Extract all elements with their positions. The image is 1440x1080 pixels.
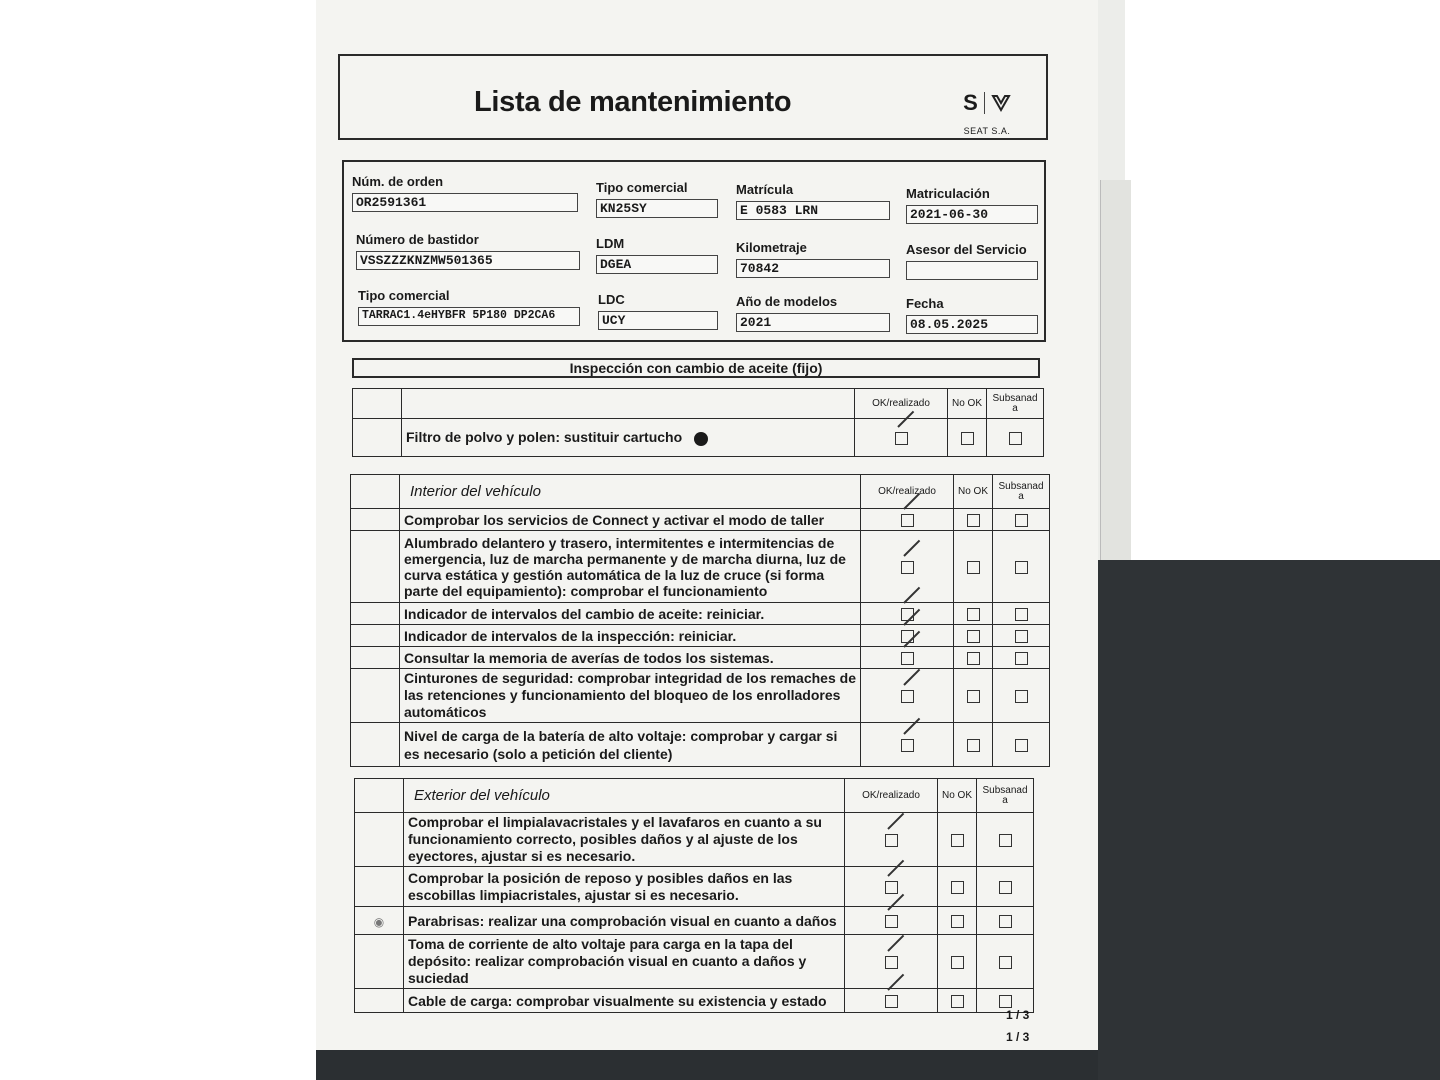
maintenance-sheet bbox=[316, 0, 1098, 1050]
ok-checkbox[interactable] bbox=[885, 956, 898, 969]
no-ok-checkbox[interactable] bbox=[967, 561, 980, 574]
table-row bbox=[351, 509, 1050, 531]
checklist-oil-change bbox=[352, 388, 1044, 457]
field-num-orden: Núm. de orden OR2591361 bbox=[352, 174, 578, 212]
subsanada-checkbox[interactable] bbox=[999, 834, 1012, 847]
item-text: Filtro de polvo y polen: sustituir cartucho bbox=[406, 429, 683, 446]
ok-checkbox[interactable] bbox=[901, 561, 914, 574]
fecha-value: 08.05.2025 bbox=[906, 315, 1038, 334]
ok-checkbox[interactable] bbox=[885, 915, 898, 928]
ok-checkbox[interactable] bbox=[895, 432, 908, 445]
ldc-value: UCY bbox=[598, 311, 718, 330]
col-sub-header: Subsanad a bbox=[987, 389, 1044, 419]
table-row bbox=[355, 989, 1034, 1013]
no-ok-checkbox[interactable] bbox=[951, 834, 964, 847]
field-ldc: LDC UCY bbox=[598, 292, 718, 330]
item-text: Parabrisas: realizar una comprobación visual en cuanto a daños bbox=[404, 907, 845, 935]
item-text: Toma de corriente de alto voltaje para carga en la tapa del depósito: realizar comprobación visual en cuanto a daños y suciedad bbox=[404, 935, 845, 989]
matricula-value: E 0583 LRN bbox=[736, 201, 890, 220]
anio-value: 2021 bbox=[736, 313, 890, 332]
ok-checkbox[interactable] bbox=[901, 739, 914, 752]
field-matriculacion: Matriculación 2021-06-30 bbox=[906, 186, 1038, 224]
item-text: Comprobar la posición de reposo y posibles daños en las escobillas limpiacristales, ajustar si es necesario. bbox=[404, 867, 845, 907]
ldm-value: DGEA bbox=[596, 255, 718, 274]
no-ok-checkbox[interactable] bbox=[967, 652, 980, 665]
subsanada-checkbox[interactable] bbox=[1015, 514, 1028, 527]
interior-title: Interior del vehículo bbox=[400, 475, 861, 509]
table-row bbox=[351, 603, 1050, 625]
section-title: Inspección con cambio de aceite (fijo) bbox=[352, 358, 1040, 378]
item-text: Comprobar el limpialavacristales y el lavafaros en cuanto a su funcionamiento correcto, posibles daños y al ajuste de los eyectores, ajustar si es necesario. bbox=[404, 813, 845, 867]
table-row bbox=[355, 813, 1034, 867]
item-text: Comprobar los servicios de Connect y activar el modo de taller bbox=[400, 509, 861, 531]
background-sheet-2 bbox=[1100, 180, 1131, 600]
subsanada-checkbox[interactable] bbox=[999, 956, 1012, 969]
ok-checkbox[interactable] bbox=[885, 881, 898, 894]
title-box bbox=[338, 54, 1048, 140]
marker-dot-icon bbox=[694, 432, 708, 446]
col-ok-header: OK/realizado bbox=[855, 389, 948, 419]
table-row bbox=[353, 419, 1044, 457]
ok-checkbox[interactable] bbox=[885, 834, 898, 847]
item-text: Cinturones de seguridad: comprobar integridad de los remaches de las retenciones y funcionamiento del bloqueo de los enrolladores automáticos bbox=[400, 669, 861, 723]
field-matricula: Matrícula E 0583 LRN bbox=[736, 182, 890, 220]
subsanada-checkbox[interactable] bbox=[1015, 630, 1028, 643]
item-text: Indicador de intervalos del cambio de aceite: reiniciar. bbox=[400, 603, 861, 625]
item-text: Cable de carga: comprobar visualmente su existencia y estado bbox=[404, 989, 845, 1013]
ok-checkbox[interactable] bbox=[885, 995, 898, 1008]
no-ok-checkbox[interactable] bbox=[967, 630, 980, 643]
item-text: Alumbrado delantero y trasero, intermitentes e intermitencias de emergencia, luz de marcha permanente y de marcha diurna, luz de curva estática y gestión automática de la luz de cruce (si forma parte del equipamiento): comprobar el funcionamiento bbox=[400, 531, 861, 603]
bastidor-value: VSSZZZKNZMW501365 bbox=[356, 251, 580, 270]
seat-logo bbox=[952, 90, 1022, 136]
field-bastidor: Número de bastidor VSSZZZKNZMW501365 bbox=[356, 232, 580, 270]
no-ok-checkbox[interactable] bbox=[961, 432, 974, 445]
tipo-comercial-2-value: TARRAC1.4eHYBFR 5P180 DP2CA6 bbox=[358, 307, 580, 326]
field-tipo-comercial: Tipo comercial KN25SY bbox=[596, 180, 718, 218]
item-text: Consultar la memoria de averías de todos los sistemas. bbox=[400, 647, 861, 669]
photo-background bbox=[1098, 560, 1440, 1080]
no-ok-checkbox[interactable] bbox=[967, 690, 980, 703]
subsanada-checkbox[interactable] bbox=[1015, 739, 1028, 752]
no-ok-checkbox[interactable] bbox=[951, 956, 964, 969]
ok-checkbox[interactable] bbox=[901, 652, 914, 665]
table-row bbox=[351, 647, 1050, 669]
table-row bbox=[355, 867, 1034, 907]
subsanada-checkbox[interactable] bbox=[1015, 652, 1028, 665]
col-nok-header: No OK bbox=[948, 389, 987, 419]
table-row bbox=[351, 531, 1050, 603]
ok-checkbox[interactable] bbox=[901, 514, 914, 527]
subsanada-checkbox[interactable] bbox=[1009, 432, 1022, 445]
kilometraje-value: 70842 bbox=[736, 259, 890, 278]
subsanada-checkbox[interactable] bbox=[1015, 561, 1028, 574]
field-tipo-comercial-2: Tipo comercial TARRAC1.4eHYBFR 5P180 DP2CA6 bbox=[358, 288, 580, 326]
field-fecha: Fecha 08.05.2025 bbox=[906, 296, 1038, 334]
num-orden-value: OR2591361 bbox=[352, 193, 578, 212]
page-number: 1 / 3 bbox=[1006, 1008, 1030, 1022]
subsanada-checkbox[interactable] bbox=[999, 881, 1012, 894]
table-row bbox=[351, 723, 1050, 767]
no-ok-checkbox[interactable] bbox=[951, 915, 964, 928]
page-number-2: 1 / 3 bbox=[1006, 1030, 1030, 1044]
subsanada-checkbox[interactable] bbox=[999, 915, 1012, 928]
checklist-exterior: Exterior del vehículo OK/realizado No OK Subsanad a Comprobar el limpialavacristales y el lavafaros en cuanto a su funcionamiento correcto, posibles daños y al ajuste de los eyectores, ajustar si es necesario. Comprobar la posición de reposo y posibles daños en las escobillas limpiacristales, ajustar si es necesario. ◉ Parabrisas: realizar una comprobación visual en cuanto a daños Toma de corriente de alto voltaje para carga en la tapa del depósito: realizar comprobación visual en cuanto a daños y suciedad Cable de carga: comprobar visualmente su existencia y estado bbox=[354, 778, 1034, 1013]
company-name: SEAT S.A. bbox=[963, 126, 1011, 136]
field-anio: Año de modelos 2021 bbox=[736, 294, 890, 332]
ok-checkbox[interactable] bbox=[901, 690, 914, 703]
photo-background-bottom bbox=[316, 1048, 1098, 1080]
item-text: Indicador de intervalos de la inspección: reiniciar. bbox=[400, 625, 861, 647]
no-ok-checkbox[interactable] bbox=[951, 881, 964, 894]
cupra-logo-icon bbox=[991, 93, 1011, 113]
subsanada-checkbox[interactable] bbox=[1015, 690, 1028, 703]
seat-s-logo-icon: S bbox=[963, 90, 978, 115]
checklist-interior: Interior del vehículo OK/realizado No OK Subsanad a Comprobar los servicios de Connect y activar el modo de taller Alumbrado delantero y trasero, intermitentes e intermitencias de emergencia, luz de marcha permanente y de marcha diurna, luz de curva estática y gestión automática de la luz de cruce (si forma parte del equipamiento): comprobar el funcionamiento Indicador de intervalos del cambio de aceite: reiniciar. Indicador de intervalos de la inspección: reiniciar. Consultar la memoria de averías de todos los sistemas. Cinturones de seguridad: comprobar integridad de los remaches de las retenciones y funcionamiento del bloqueo de los enrolladores automáticos Nivel de carga de la batería de alto voltaje: comprobar y cargar si es necesario (solo a petición del cliente) bbox=[350, 474, 1050, 767]
asesor-value bbox=[906, 261, 1038, 280]
table-row bbox=[355, 935, 1034, 989]
field-asesor: Asesor del Servicio bbox=[906, 242, 1038, 280]
no-ok-checkbox[interactable] bbox=[967, 739, 980, 752]
tipo-comercial-value: KN25SY bbox=[596, 199, 718, 218]
no-ok-checkbox[interactable] bbox=[951, 995, 964, 1008]
field-ldm: LDM DGEA bbox=[596, 236, 718, 274]
no-ok-checkbox[interactable] bbox=[967, 514, 980, 527]
subsanada-checkbox[interactable] bbox=[999, 995, 1012, 1008]
table-row bbox=[351, 669, 1050, 723]
matriculacion-value: 2021-06-30 bbox=[906, 205, 1038, 224]
subsanada-checkbox[interactable] bbox=[1015, 608, 1028, 621]
item-text: Nivel de carga de la batería de alto voltaje: comprobar y cargar si es necesario (solo a petición del cliente) bbox=[400, 723, 861, 767]
vehicle-info-box bbox=[342, 160, 1046, 342]
table-row bbox=[351, 625, 1050, 647]
exterior-title: Exterior del vehículo bbox=[404, 779, 845, 813]
table-row bbox=[355, 907, 1034, 935]
page-title: Lista de mantenimiento bbox=[474, 86, 792, 118]
field-kilometraje: Kilometraje 70842 bbox=[736, 240, 890, 278]
eye-icon: ◉ bbox=[373, 914, 385, 929]
no-ok-checkbox[interactable] bbox=[967, 608, 980, 621]
